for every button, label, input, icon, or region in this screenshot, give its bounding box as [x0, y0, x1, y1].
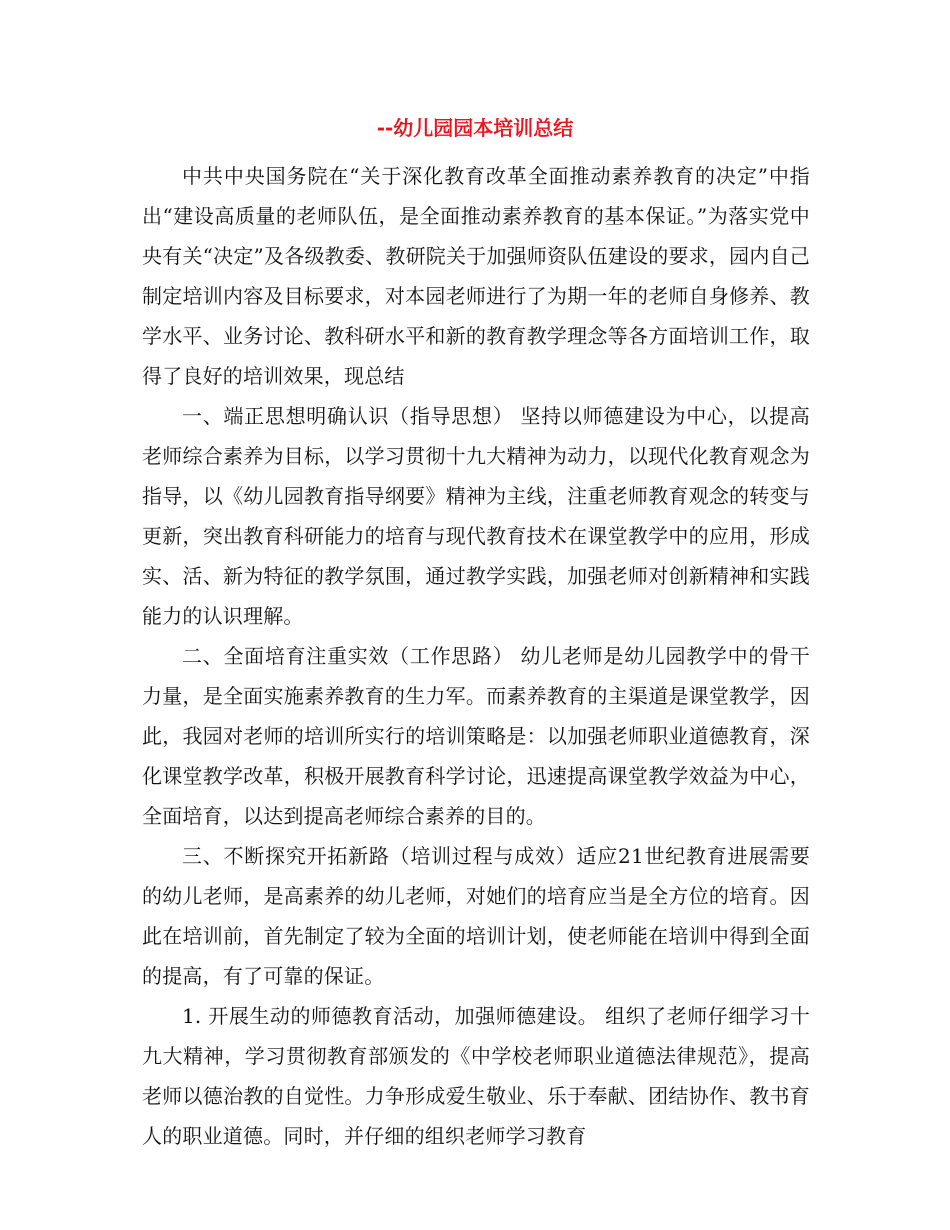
- paragraph-intro: 中共中央国务院在“关于深化教育改革全面推动素养教育的决定”中指出“建设高质量的老师队伍，是全面推动素养教育的基本保证。”为落实党中央有关“决定”及各级教委、教研院关于加强师资队伍建设的要求，园内自己制定培训内容及目标要求，对本园老师进行了为期一年的老师自身修养、教学水平、业务讨论、教科研水平和新的教育教学理念等各方面培训工作，取得了良好的培训效果，现总结: [142, 164, 810, 388]
- document-title: --幼儿园园本培训总结: [376, 116, 574, 140]
- paragraph-section-3: 三、不断探究开拓新路（培训过程与成效）适应21世纪教育进展需要的幼儿老师，是高素养的幼儿老师，对她们的培育应当是全方位的培育。因此在培训前，首先制定了较为全面的培训计划，使老师能在培训中得到全面的提高，有了可靠的保证。: [142, 844, 810, 988]
- paragraph-item-1: 1. 开展生动的师德教育活动，加强师德建设。 组织了老师仔细学习十九大精神，学习贯彻教育部颁发的《中学校老师职业道德法律规范》，提高老师以德治教的自觉性。力争形成爱生敬业、乐于奉献、团结协作、教书育人的职业道德。同时，并仔细的组织老师学习教育: [142, 1004, 810, 1148]
- document-body: [142, 156, 810, 1156]
- paragraph-section-1: 一、端正思想明确认识（指导思想） 坚持以师德建设为中心，以提高老师综合素养为目标，以学习贯彻十九大精神为动力，以现代化教育观念为指导，以《幼儿园教育指导纲要》精神为主线，注重老师教育观念的转变与更新，突出教育科研能力的培育与现代教育技术在课堂教学中的应用，形成实、活、新为特征的教学氛围，通过教学实践，加强老师对创新精神和实践能力的认识理解。: [142, 404, 810, 628]
- paragraph-section-2: 二、全面培育注重实效（工作思路） 幼儿老师是幼儿园教学中的骨干力量，是全面实施素养教育的生力军。而素养教育的主渠道是课堂教学，因此，我园对老师的培训所实行的培训策略是：以加强老师职业道德教育，深化课堂教学改革，积极开展教育科学讨论，迅速提高课堂教学效益为中心，全面培育，以达到提高老师综合素养的目的。: [142, 644, 810, 828]
